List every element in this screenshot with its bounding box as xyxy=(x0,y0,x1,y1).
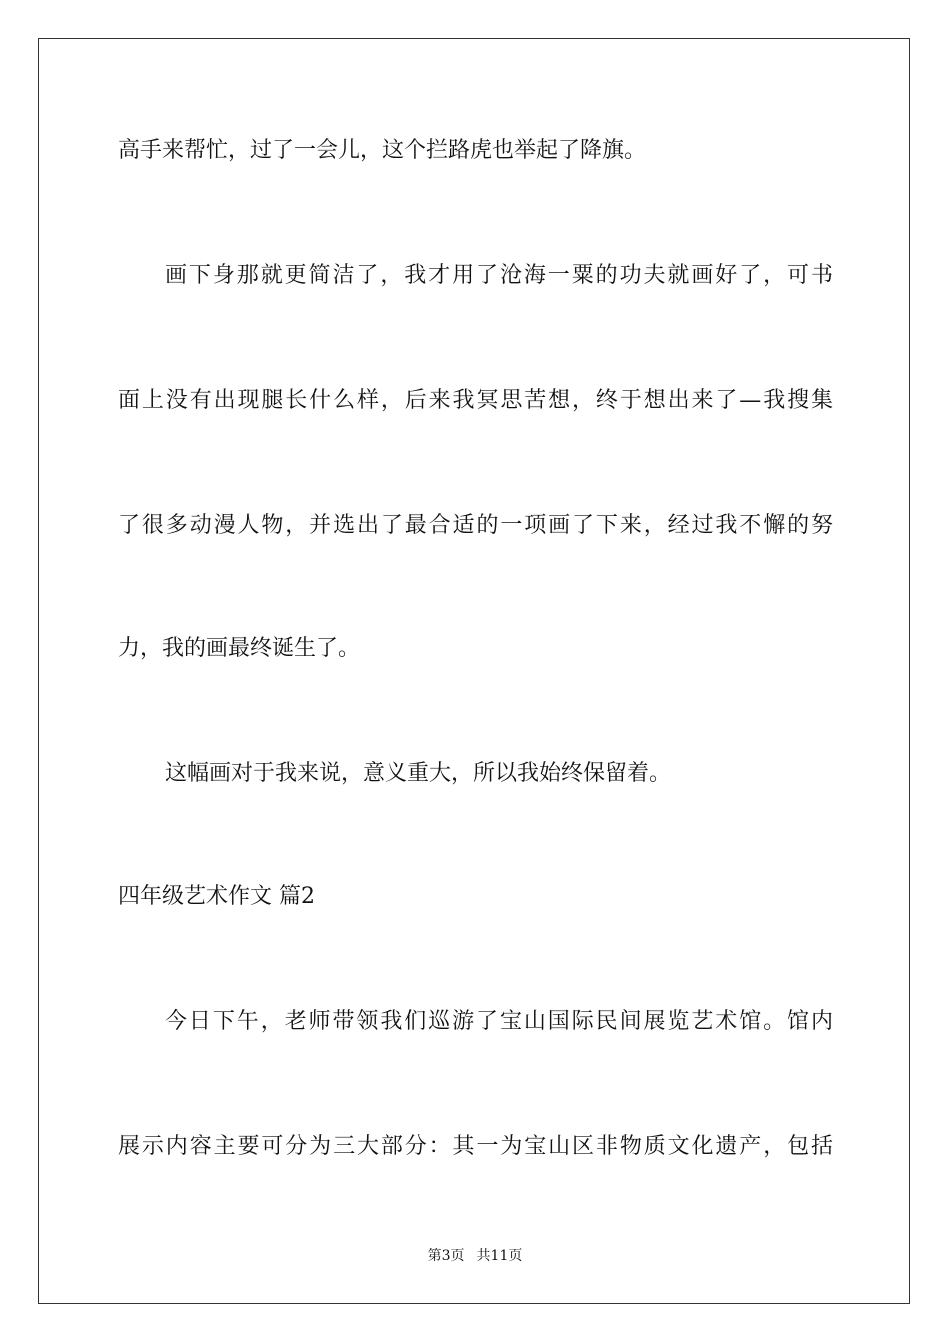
text-line: 今日下午，老师带领我们巡游了宝山国际民间展览艺术馆。馆内 xyxy=(165,1009,833,1034)
text-line: 力，我的画最终诞生了。 xyxy=(118,636,361,661)
text-line: 这幅画对于我来说，意义重大，所以我始终保留着。 xyxy=(165,761,672,786)
page-total: 共11页 xyxy=(476,1248,523,1264)
text-line: 了很多动漫人物，并选出了最合适的一项画了下来，经过我不懈的努 xyxy=(118,513,833,538)
text-line: 高手来帮忙，过了一会儿，这个拦路虎也举起了降旗。 xyxy=(118,138,647,163)
text-line: 展示内容主要可分为三大部分：其一为宝山区非物质文化遗产，包括 xyxy=(118,1134,833,1159)
page-border xyxy=(38,38,910,1304)
text-line: 画下身那就更简洁了，我才用了沧海一粟的功夫就画好了，可书 xyxy=(165,263,833,288)
page-footer xyxy=(0,1246,950,1266)
section-heading: 四年级艺术作文 篇2 xyxy=(118,884,315,909)
text-line: 面上没有出现腿长什么样，后来我冥思苦想，终于想出来了—我搜集 xyxy=(118,388,833,413)
page-number: 第3页 xyxy=(427,1248,465,1264)
